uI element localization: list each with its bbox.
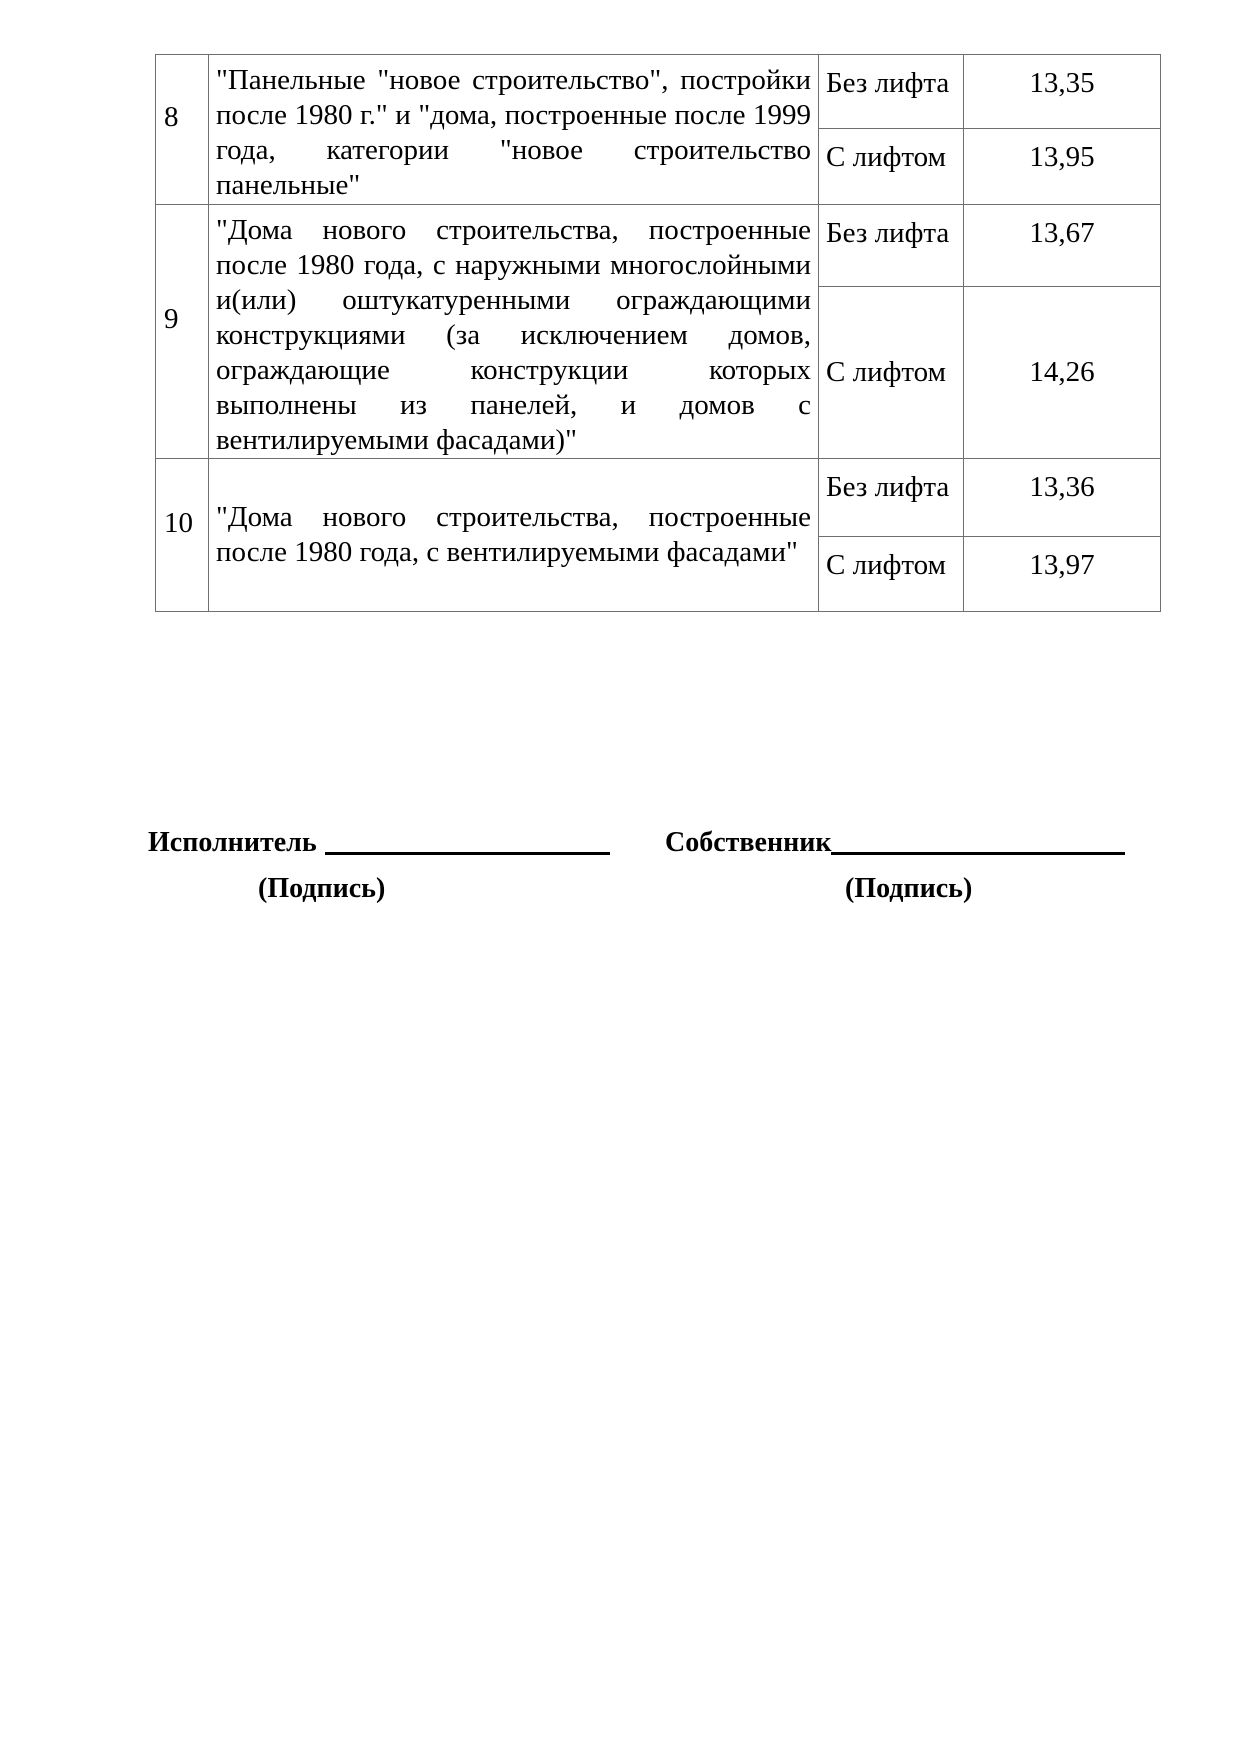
table-row [156, 55, 1161, 129]
lift-type-cell: Без лифта [819, 55, 964, 129]
lift-type-cell: Без лифта [819, 459, 964, 537]
table-row [156, 205, 1161, 287]
tariff-value-cell: 13,35 [964, 55, 1161, 129]
tariff-value-cell: 13,97 [964, 537, 1161, 612]
executor-signature-caption: (Подпись) [258, 873, 386, 904]
tariff-value-cell: 14,26 [964, 287, 1161, 459]
tariff-value-cell: 13,36 [964, 459, 1161, 537]
lift-type-cell: С лифтом [819, 537, 964, 612]
owner-signature-line [831, 824, 1125, 855]
tariff-value-cell: 13,67 [964, 205, 1161, 287]
description-cell: "Дома нового строительства, построенные после 1980 года, с наружными многослойными и(или) оштукатуренными ограждающими конструкциями (за исключением домов, ограждающие конструкции которых выполнены из панелей, и домов с вентилируемыми фасадами)" [209, 205, 819, 459]
executor-signature-row [148, 820, 610, 860]
tariff-value-cell: 13,95 [964, 129, 1161, 205]
owner-signature-row [665, 820, 1125, 860]
row-number-cell: 9 [156, 205, 209, 459]
row-number-cell: 8 [156, 55, 209, 205]
description-cell: "Дома нового строительства, построенные после 1980 года, с вентилируемыми фасадами" [209, 459, 819, 612]
tariff-table [155, 54, 1161, 612]
owner-signature-caption: (Подпись) [845, 873, 973, 904]
lift-type-cell: Без лифта [819, 205, 964, 287]
table-row [156, 459, 1161, 537]
executor-signature-line [325, 824, 610, 855]
lift-type-cell: С лифтом [819, 129, 964, 205]
executor-label: Исполнитель [148, 827, 317, 858]
owner-label: Собственник [665, 827, 832, 858]
lift-type-cell: С лифтом [819, 287, 964, 459]
description-cell: "Панельные "новое строительство", постройки после 1980 г." и "дома, построенные после 1999 года, категории "новое строительство панельные" [209, 55, 819, 205]
row-number-cell: 10 [156, 459, 209, 612]
